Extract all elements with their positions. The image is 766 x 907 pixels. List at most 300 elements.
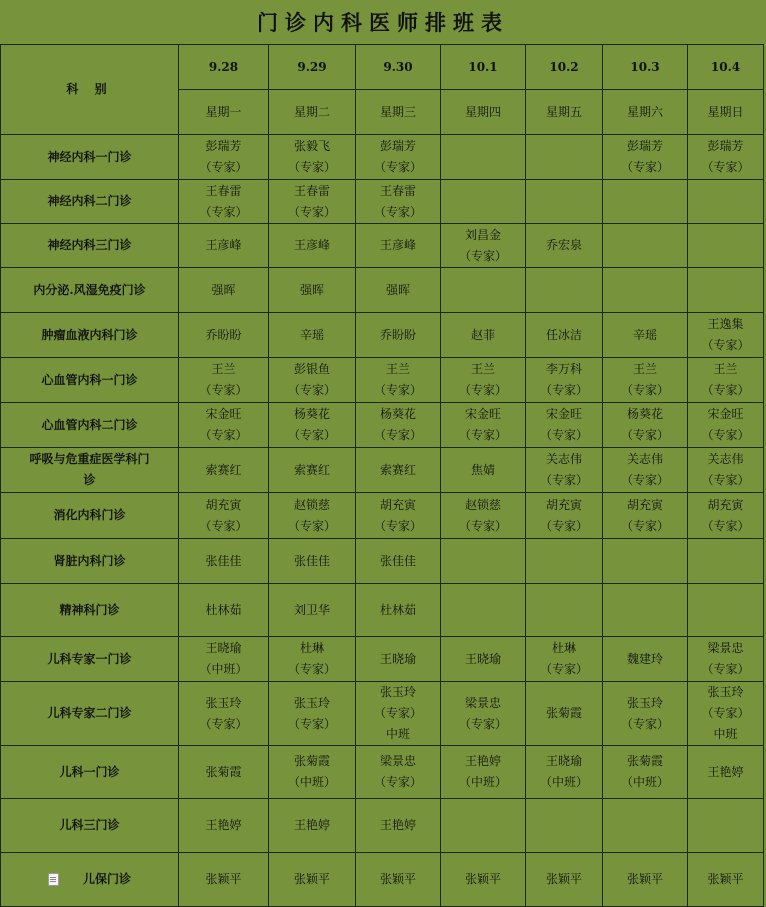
shift-cell [356, 135, 441, 180]
shift-note: （专家） [373, 706, 422, 720]
shift-note: （专家） [373, 160, 422, 174]
shift-cell [441, 403, 526, 448]
shift-note: （专家） [373, 428, 422, 442]
doctor-name: 杜林茹 [379, 602, 416, 617]
doctor-name: 杨葵花 [379, 407, 416, 421]
schedule-row [1, 637, 764, 682]
shift-note: （专家） [199, 428, 248, 442]
shift-cell [269, 853, 356, 907]
shift-cell [441, 135, 526, 180]
shift-cell [603, 224, 688, 268]
shift-note: （专家） [539, 518, 588, 533]
doctor-name: 王艳婷 [379, 818, 416, 832]
shift-cell [269, 637, 356, 682]
dept-cell [1, 135, 179, 180]
doctor-name: 焦婧 [470, 462, 495, 477]
dept-name: 肿瘤血液内科门诊 [41, 327, 138, 342]
shift-cell [269, 313, 356, 358]
dept-cell [1, 313, 179, 358]
dept-cell [1, 224, 179, 268]
shift-note: （专家） [287, 716, 336, 731]
shift-cell [688, 853, 764, 907]
shift-cell [356, 584, 441, 637]
doctor-name: 王兰 [632, 362, 657, 376]
header-row-dates [1, 45, 764, 90]
shift-cell [179, 358, 269, 403]
shift-cell [356, 403, 441, 448]
doctor-name: 张毅飞 [293, 139, 330, 153]
shift-note: （专家） [458, 518, 507, 533]
doctor-name: 张颖平 [205, 872, 242, 886]
shift-note: （专家） [199, 716, 248, 731]
shift-note: （专家） [287, 204, 336, 219]
shift-cell [603, 448, 688, 493]
shift-cell [356, 682, 441, 746]
shift-note: （专家） [620, 473, 669, 487]
shift-note: （中班） [539, 775, 588, 789]
doctor-name: 杜琳 [551, 641, 576, 655]
doctor-name: 张颖平 [626, 872, 663, 886]
shift-note: （专家） [287, 662, 336, 676]
doctor-name: 王晓瑜 [205, 641, 242, 655]
doctor-name: 王兰 [385, 362, 410, 376]
shift-cell [688, 584, 764, 637]
doctor-name: 王春雷 [379, 183, 416, 198]
doctor-name: 彭瑞芳 [379, 139, 416, 153]
shift-cell [603, 313, 688, 358]
doctor-name: 王艳婷 [293, 818, 330, 832]
shift-cell [269, 403, 356, 448]
doctor-name: 魏建玲 [626, 651, 663, 666]
shift-note: （专家） [199, 160, 248, 174]
shift-cell [269, 268, 356, 313]
doctor-name: 张佳佳 [205, 553, 242, 568]
shift-note: （专家） [458, 248, 507, 263]
doctor-name: 王晓瑜 [464, 651, 501, 666]
shift-cell [441, 448, 526, 493]
shift-cell [179, 313, 269, 358]
dept-name: 心血管内科二门诊 [41, 417, 138, 432]
doctor-name: 张佳佳 [379, 553, 416, 568]
date-header: 10.1 [441, 45, 526, 90]
shift-cell [269, 135, 356, 180]
weekday-header: 星期五 [526, 90, 603, 135]
doctor-name: 王春雷 [205, 183, 242, 198]
weekday-header: 星期日 [688, 90, 764, 135]
shift-cell [603, 682, 688, 746]
dept-name: 儿保门诊 [82, 872, 131, 886]
shift-cell [179, 224, 269, 268]
shift-note: （专家） [373, 775, 422, 789]
shift-note: （专家） [701, 428, 750, 442]
shift-note: （专家） [620, 716, 669, 731]
shift-cell [688, 313, 764, 358]
shift-cell [441, 224, 526, 268]
shift-cell [356, 746, 441, 799]
dept-cell [1, 682, 179, 746]
schedule-row [1, 539, 764, 584]
shift-cell [441, 799, 526, 853]
shift-note: （专家） [199, 383, 248, 397]
shift-note: （专家） [620, 428, 669, 442]
shift-cell [526, 682, 603, 746]
shift-cell [526, 180, 603, 224]
dept-cell [1, 180, 179, 224]
shift-cell [269, 799, 356, 853]
date-header: 10.4 [688, 45, 764, 90]
shift-cell [179, 448, 269, 493]
doctor-name: 杜林茹 [205, 602, 242, 617]
doctor-name: 王彦峰 [205, 238, 242, 252]
shift-note: （专家） [287, 383, 336, 397]
doctor-name: 宋金旺 [545, 407, 582, 421]
doctor-name: 索赛红 [379, 462, 416, 477]
schedule-row [1, 853, 764, 907]
doctor-name: 王晓瑜 [545, 754, 582, 768]
shift-cell [688, 358, 764, 403]
dept-name: 呼吸与危重症医学科门诊 [29, 452, 150, 487]
shift-note: （专家） [620, 383, 669, 397]
shift-cell [441, 358, 526, 403]
shift-note: （专家） [373, 518, 422, 533]
doctor-name: 任冰洁 [545, 327, 582, 342]
shift-cell [356, 637, 441, 682]
shift-cell [441, 853, 526, 907]
shift-cell [179, 403, 269, 448]
shift-cell [688, 539, 764, 584]
date-header: 9.28 [179, 45, 269, 90]
dept-cell [1, 746, 179, 799]
doctor-name: 强晖 [385, 282, 410, 297]
dept-name: 内分泌.风湿免疫门诊 [33, 282, 146, 297]
shift-cell [526, 448, 603, 493]
schedule-row [1, 746, 764, 799]
weekday-header: 星期六 [603, 90, 688, 135]
doctor-name: 关志伟 [707, 452, 744, 466]
shift-cell [179, 539, 269, 584]
shift-cell [356, 853, 441, 907]
doctor-name: 关志伟 [626, 452, 663, 466]
shift-cell [179, 493, 269, 539]
shift-cell [179, 135, 269, 180]
doctor-name: 张颖平 [293, 872, 330, 886]
shift-cell [269, 539, 356, 584]
shift-cell [356, 539, 441, 584]
shift-cell [441, 584, 526, 637]
shift-cell [526, 403, 603, 448]
shift-note: （中班） [199, 662, 248, 676]
doctor-name: 辛瑶 [299, 327, 324, 342]
doctor-name: 强晖 [299, 282, 324, 297]
dept-name: 儿科专家二门诊 [47, 706, 132, 720]
schedule-row [1, 682, 764, 746]
doctor-name: 彭瑞芳 [707, 139, 744, 153]
shift-cell [179, 853, 269, 907]
doctor-name: 王彦峰 [293, 238, 330, 252]
doctor-name: 张颖平 [545, 872, 582, 886]
shift-cell [688, 637, 764, 682]
doctor-name: 王艳婷 [205, 818, 242, 832]
doctor-name: 梁景忠 [464, 695, 501, 710]
shift-cell [526, 799, 603, 853]
dept-name: 儿科专家一门诊 [47, 651, 132, 666]
shift-note: （中班） [458, 775, 507, 789]
shift-cell [526, 584, 603, 637]
dept-name: 精神科门诊 [59, 602, 120, 617]
shift-cell [688, 746, 764, 799]
schedule-row [1, 799, 764, 853]
shift-note: （专家） [539, 383, 588, 397]
shift-note: （专家） [539, 662, 588, 676]
shift-cell [688, 799, 764, 853]
dept-name: 儿科一门诊 [59, 764, 120, 779]
shift-cell [603, 799, 688, 853]
shift-note: （专家） [539, 473, 588, 487]
dept-header: 科 别 [1, 45, 179, 135]
doctor-name: 索赛红 [293, 462, 330, 477]
dept-cell [1, 358, 179, 403]
shift-note: （专家） [458, 383, 507, 397]
shift-cell [356, 313, 441, 358]
shift-cell [441, 268, 526, 313]
shift-cell [688, 224, 764, 268]
shift-note: （专家） [701, 160, 750, 174]
shift-cell [526, 853, 603, 907]
shift-cell [603, 637, 688, 682]
shift-note: （中班） [620, 775, 669, 789]
doctor-name: 张颖平 [464, 872, 501, 886]
doctor-name: 张玉玲 [293, 695, 330, 710]
doctor-name: 张颖平 [707, 872, 744, 886]
shift-cell [179, 584, 269, 637]
shift-cell [688, 493, 764, 539]
shift-cell [526, 637, 603, 682]
dept-name: 神经内科三门诊 [47, 238, 132, 252]
dept-cell [1, 584, 179, 637]
shift-cell [356, 358, 441, 403]
doctor-name: 王艳婷 [707, 764, 744, 779]
shift-cell [526, 135, 603, 180]
shift-cell [179, 180, 269, 224]
schedule-row [1, 135, 764, 180]
doctor-name: 胡充寅 [545, 497, 582, 512]
date-header: 10.3 [603, 45, 688, 90]
doctor-name: 胡充寅 [707, 497, 744, 512]
weekday-header: 星期一 [179, 90, 269, 135]
doctor-name: 张玉玲 [707, 685, 744, 699]
shift-cell [526, 746, 603, 799]
doctor-name: 赵锁慈 [293, 497, 330, 512]
date-header: 9.30 [356, 45, 441, 90]
shift-cell [603, 539, 688, 584]
doctor-name: 关志伟 [545, 452, 582, 466]
shift-cell [688, 180, 764, 224]
shift-cell [688, 268, 764, 313]
shift-cell [603, 358, 688, 403]
doctor-name: 辛瑶 [632, 327, 657, 342]
shift-cell [526, 493, 603, 539]
dept-name: 肾脏内科门诊 [53, 553, 126, 568]
shift-cell [356, 180, 441, 224]
shift-cell [441, 180, 526, 224]
shift-note: （专家） [373, 204, 422, 219]
schedule-row [1, 403, 764, 448]
dept-cell [1, 268, 179, 313]
doctor-name: 乔宏泉 [545, 238, 582, 252]
doctor-name: 乔盼盼 [379, 327, 416, 342]
shift-cell [356, 268, 441, 313]
shift-note: （专家） [701, 473, 750, 487]
shift-cell [688, 403, 764, 448]
shift-note: （专家） [620, 518, 669, 533]
shift-note: （专家） [620, 160, 669, 174]
shift-note: （中班） [287, 775, 336, 789]
doctor-name: 王艳婷 [464, 754, 501, 768]
doctor-name: 张佳佳 [293, 553, 330, 568]
schedule-row [1, 224, 764, 268]
doctor-name: 张菊霞 [545, 706, 582, 720]
document-icon [48, 873, 59, 886]
dept-cell [1, 637, 179, 682]
shift-cell [356, 224, 441, 268]
dept-cell [1, 853, 179, 907]
doctor-name: 杨葵花 [293, 407, 330, 421]
shift-note: （专家） [701, 662, 750, 676]
schedule-row [1, 313, 764, 358]
shift-note: （专家） [458, 716, 507, 731]
shift-note: （专家） [199, 204, 248, 219]
doctor-name: 王逸集 [707, 317, 744, 331]
doctor-name: 王兰 [713, 362, 738, 376]
shift-cell [269, 746, 356, 799]
shift-cell [269, 180, 356, 224]
doctor-name: 张玉玲 [205, 695, 242, 710]
shift-note: （专家） [458, 428, 507, 442]
shift-cell [603, 584, 688, 637]
shift-cell [688, 448, 764, 493]
shift-cell [603, 180, 688, 224]
doctor-name: 赵锁慈 [464, 497, 501, 512]
doctor-name: 王兰 [211, 362, 236, 376]
doctor-name: 刘昌金 [464, 227, 501, 242]
dept-name: 心血管内科一门诊 [41, 372, 138, 387]
shift-cell [179, 637, 269, 682]
schedule-row [1, 358, 764, 403]
doctor-name: 王兰 [470, 362, 495, 376]
doctor-name: 赵菲 [470, 327, 495, 342]
doctor-name: 杜琳 [299, 641, 324, 655]
shift-cell [356, 493, 441, 539]
shift-note: （专家） [701, 706, 750, 720]
doctor-name: 张玉玲 [379, 685, 416, 699]
doctor-name: 胡充寅 [626, 497, 663, 512]
doctor-name: 宋金旺 [205, 407, 242, 421]
date-header: 10.2 [526, 45, 603, 90]
doctor-name: 强晖 [211, 282, 236, 297]
doctor-name: 彭瑞芳 [626, 139, 663, 153]
doctor-name: 张菊霞 [626, 754, 663, 768]
shift-cell [603, 135, 688, 180]
shift-cell [441, 637, 526, 682]
schedule-row [1, 493, 764, 539]
doctor-name: 张颖平 [379, 872, 416, 886]
shift-cell [526, 539, 603, 584]
shift-cell [526, 313, 603, 358]
doctor-name: 梁景忠 [707, 641, 744, 655]
shift-cell [603, 268, 688, 313]
doctor-name: 宋金旺 [464, 407, 501, 421]
shift-cell [269, 584, 356, 637]
doctor-name: 张菊霞 [293, 754, 330, 768]
doctor-name: 王春雷 [293, 183, 330, 198]
shift-cell [269, 493, 356, 539]
doctor-name: 胡充寅 [205, 497, 242, 512]
shift-cell [603, 403, 688, 448]
shift-extra: 中班 [713, 727, 738, 741]
schedule-row [1, 448, 764, 493]
date-header: 9.29 [269, 45, 356, 90]
doctor-name: 索赛红 [205, 462, 242, 477]
dept-cell [1, 403, 179, 448]
shift-cell [526, 224, 603, 268]
doctor-name: 彭瑞芳 [205, 139, 242, 153]
doctor-name: 刘卫华 [293, 602, 330, 617]
page-title: 门诊内科医师排班表 [257, 10, 509, 35]
shift-note: （专家） [539, 428, 588, 442]
shift-note: （专家） [287, 518, 336, 533]
schedule-row [1, 584, 764, 637]
shift-cell [269, 448, 356, 493]
shift-extra: 中班 [385, 727, 410, 741]
shift-cell [179, 682, 269, 746]
doctor-name: 杨葵花 [626, 407, 663, 421]
shift-cell [356, 799, 441, 853]
shift-note: （专家） [373, 383, 422, 397]
doctor-name: 彭银鱼 [293, 362, 330, 376]
doctor-name: 王晓瑜 [379, 651, 416, 666]
shift-cell [441, 682, 526, 746]
schedule-table [0, 44, 764, 907]
doctor-name: 宋金旺 [707, 407, 744, 421]
dept-cell [1, 448, 179, 493]
shift-cell [526, 268, 603, 313]
shift-note: （专家） [287, 428, 336, 442]
shift-note: （专家） [701, 383, 750, 397]
shift-cell [603, 746, 688, 799]
weekday-header: 星期四 [441, 90, 526, 135]
shift-cell [269, 358, 356, 403]
doctor-name: 王彦峰 [379, 238, 416, 252]
dept-cell [1, 493, 179, 539]
doctor-name: 张玉玲 [626, 695, 663, 710]
dept-name: 神经内科一门诊 [47, 149, 132, 164]
shift-note: （专家） [701, 518, 750, 533]
dept-name: 消化内科门诊 [53, 508, 126, 522]
dept-cell [1, 799, 179, 853]
shift-cell [179, 746, 269, 799]
schedule-row [1, 268, 764, 313]
shift-cell [179, 268, 269, 313]
doctor-name: 李万科 [545, 362, 582, 376]
schedule-row [1, 180, 764, 224]
shift-cell [441, 493, 526, 539]
shift-cell [688, 135, 764, 180]
shift-cell [603, 493, 688, 539]
shift-cell [269, 682, 356, 746]
shift-cell [441, 746, 526, 799]
dept-name: 儿科三门诊 [59, 818, 120, 832]
doctor-name: 梁景忠 [379, 754, 416, 768]
